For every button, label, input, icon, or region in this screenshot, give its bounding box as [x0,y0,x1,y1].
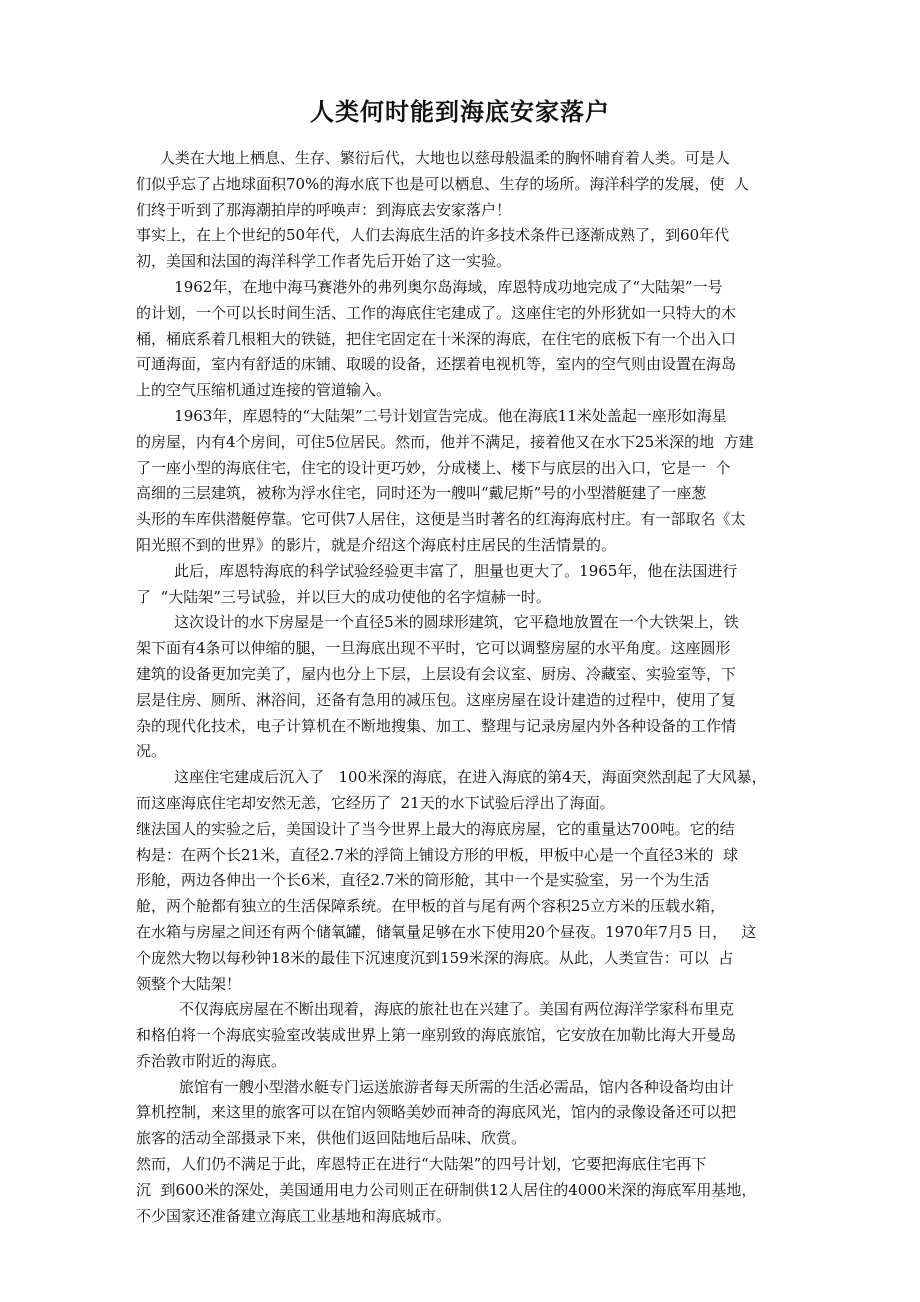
text-line: 形舱，两边各伸出一个长6米，直径2.7米的筒形舱，其中一个是实验室，另一个为生活 [136,871,710,890]
text-line: 而这座海底住宅却安然无恙，它经历了 21天的水下试验后浮出了海面。 [136,793,615,812]
text-line: 在水箱与房屋之间还有两个储氧罐，储氧量足够在水下使用20个昼夜。1970年7月5 日， 这 [136,922,757,941]
document-body [136,146,802,1229]
text-line: 人类在大地上栖息、生存、繁衍后代，大地也以慈母般温柔的胸怀哺育着人类。可是人 [136,149,730,167]
text-line: 沉 到600米的深处，美国通用电力公司则正在研制供12人居住的4000米深的海底军用基地， [136,1180,757,1199]
text-line: 桶，桶底系着几根粗大的铁链，把住宅固定在十米深的海底，在住宅的底板下有一个出入口 [136,329,737,348]
text-line: 乔治敦市附近的海底。 [136,1051,287,1070]
text-line: 层是住房、厕所、淋浴间，还备有急用的减压包。这座房屋在设计建造的过程中，使用了复 [136,690,737,709]
text-line: 舱，两个舱都有独立的生活保障系统。在甲板的首与尾有两个容积25立方米的压载水箱， [136,897,726,916]
text-line: 算机控制，来这里的旅客可以在馆内领略美妙而神奇的海底风光，馆内的录像设备还可以把 [136,1103,737,1122]
text-line: 架下面有4条可以伸缩的腿，一旦海底出现不平时，它可以调整房屋的水平角度。这座圆形 [136,639,731,658]
text-line: 和格伯将一个海底实验室改装成世界上第一座别致的海底旅馆，它安放在加勒比海大开曼岛 [136,1026,737,1045]
text-line: 然而，人们仍不满足于此，库恩特正在进行“大陆架”的四号计划，它要把海底住宅再下 [136,1155,707,1174]
text-line: 的房屋，内有4个房间，可住5位居民。然而，他并不满足，接着他又在水下25米深的地 方建 [136,432,754,451]
text-line: 们终于听到了那海潮拍岸的呼唤声：到海底去安家落户！ [136,200,512,219]
text-line: 这次设计的水下房屋是一个直径5米的圆球形建筑，它平稳地放置在一个大铁架上，铁 [136,613,739,632]
text-line: 此后，库恩特海底的科学试验经验更丰富了，胆量也更大了。1965年，他在法国进行 [136,561,738,580]
text-line: 杂的现代化技术，电子计算机在不断地搜集、加工、整理与记录房屋内外各种设备的工作情 [136,716,737,735]
text-line: 的计划，一个可以长时间生活、工作的海底住宅建成了。这座住宅的外形犹如一只特大的木 [136,303,737,322]
text-line: 不少国家还准备建立海底工业基地和海底城市。 [136,1206,452,1225]
text-line: 高细的三层建筑，被称为浮水住宅，同时还为一艘叫“戴尼斯”号的小型潜艇建了一座葱 [136,484,707,503]
text-line: 旅客的活动全部摄录下来，供他们返回陆地后品味、欣赏。 [136,1129,527,1148]
text-line: 了 “大陆架”三号试验，并以巨大的成功使他的名字煊赫一时。 [136,587,551,606]
document-title: 人类何时能到海底安家落户 [310,97,610,126]
text-line: 可通海面，室内有舒适的床铺、取暖的设备，还摆着电视机等，室内的空气则由设置在海岛 [136,355,737,374]
text-line: 个庞然大物以每秒钟18米的最佳下沉速度沉到159米深的海底。从此，人类宣告：可以 占 [136,948,734,967]
text-line: 继法国人的实验之后，美国设计了当今世界上最大的海底房屋，它的重量达700吨。它的结 [136,819,735,838]
text-line: 们似乎忘了占地球面积70%的海水底下也是可以栖息、生存的场所。海洋科学的发展，使 人 [136,174,749,193]
text-line: 建筑的设备更加完美了，屋内也分上下层，上层设有会议室、厨房、冷藏室、实验室等，下 [136,664,737,683]
text-line: 头形的车库供潜艇停靠。它可供7人居住，这便是当时著名的红海海底村庄。有一部取名《太 [136,510,746,529]
text-line: 旅馆有一艘小型潜水艇专门运送旅游者每天所需的生活必需品，馆内各种设备均由计 [136,1077,734,1096]
text-line: 不仅海底房屋在不断出现着，海底的旅社也在兴建了。美国有两位海洋学家科布里克 [136,1000,734,1019]
text-line: 了一座小型的海底住宅，住宅的设计更巧妙，分成楼上、楼下与底层的出入口，它是一 个 [136,458,731,477]
text-line: 1962年，在地中海马赛港外的弗列奥尔岛海域，库恩特成功地完成了“大陆架”一号 [136,277,723,296]
text-line: 1963年，库恩特的“大陆架”二号计划宣告完成。他在海底11米处盖起一座形如海星 [136,406,727,425]
text-line: 这座住宅建成后沉入了 100米深的海底，在进入海底的第4天，海面突然刮起了大风暴， [136,768,767,787]
text-line: 阳光照不到的世界》的影片，就是介绍这个海底村庄居民的生活情景的。 [136,535,617,554]
text-line: 况。 [136,742,167,761]
text-line: 领整个大陆架！ [136,974,242,993]
text-line: 上的空气压缩机通过连接的管道输入。 [136,381,392,400]
text-line: 构是：在两个长21米，直径2.7米的浮筒上铺设方形的甲板，甲板中心是一个直径3米的 球 [136,845,739,864]
text-line: 事实上，在上个世纪的50年代，人们去海底生活的许多技术条件已逐渐成熟了，到60年代 [136,226,730,245]
text-line: 初，美国和法国的海洋科学工作者先后开始了这一实验。 [136,252,512,271]
